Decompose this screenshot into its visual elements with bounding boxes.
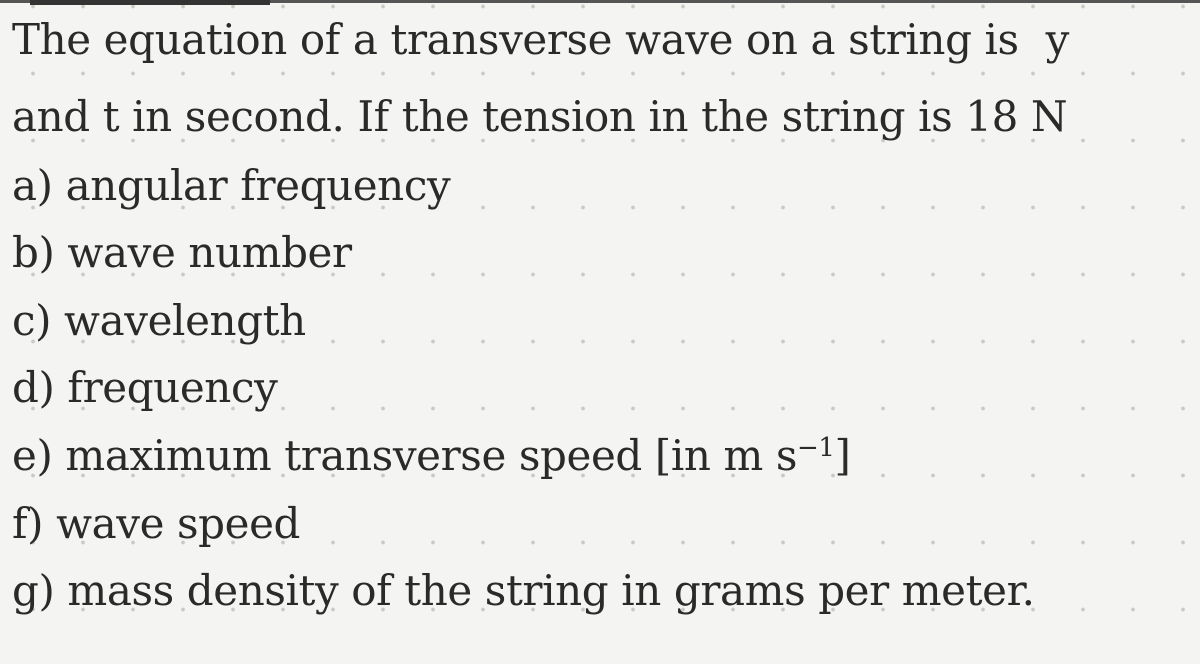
cut-off-equation-start: y bbox=[1045, 15, 1069, 64]
item-c-wavelength: c) wavelength bbox=[12, 296, 306, 345]
question-intro-line-1 bbox=[12, 15, 1069, 64]
item-g-mass-density: g) mass density of the string in grams per meter. bbox=[12, 566, 1035, 615]
question-intro-text: The equation of a transverse wave on a string is bbox=[12, 15, 1019, 64]
item-d-frequency: d) frequency bbox=[12, 363, 278, 412]
item-f-wave-speed: f) wave speed bbox=[12, 499, 301, 548]
item-b-wave-number: b) wave number bbox=[12, 228, 352, 277]
item-e-text: e) maximum transverse speed [in m s bbox=[12, 431, 797, 480]
question-intro-line-2: and t in second. If the tension in the string is 18 N bbox=[12, 92, 1068, 141]
item-a-angular-frequency: a) angular frequency bbox=[12, 161, 451, 210]
top-border-segment bbox=[30, 0, 270, 5]
item-e-max-transverse-speed bbox=[12, 431, 851, 480]
unit-exponent: −1 bbox=[797, 433, 835, 463]
unit-close-bracket: ] bbox=[834, 431, 851, 480]
